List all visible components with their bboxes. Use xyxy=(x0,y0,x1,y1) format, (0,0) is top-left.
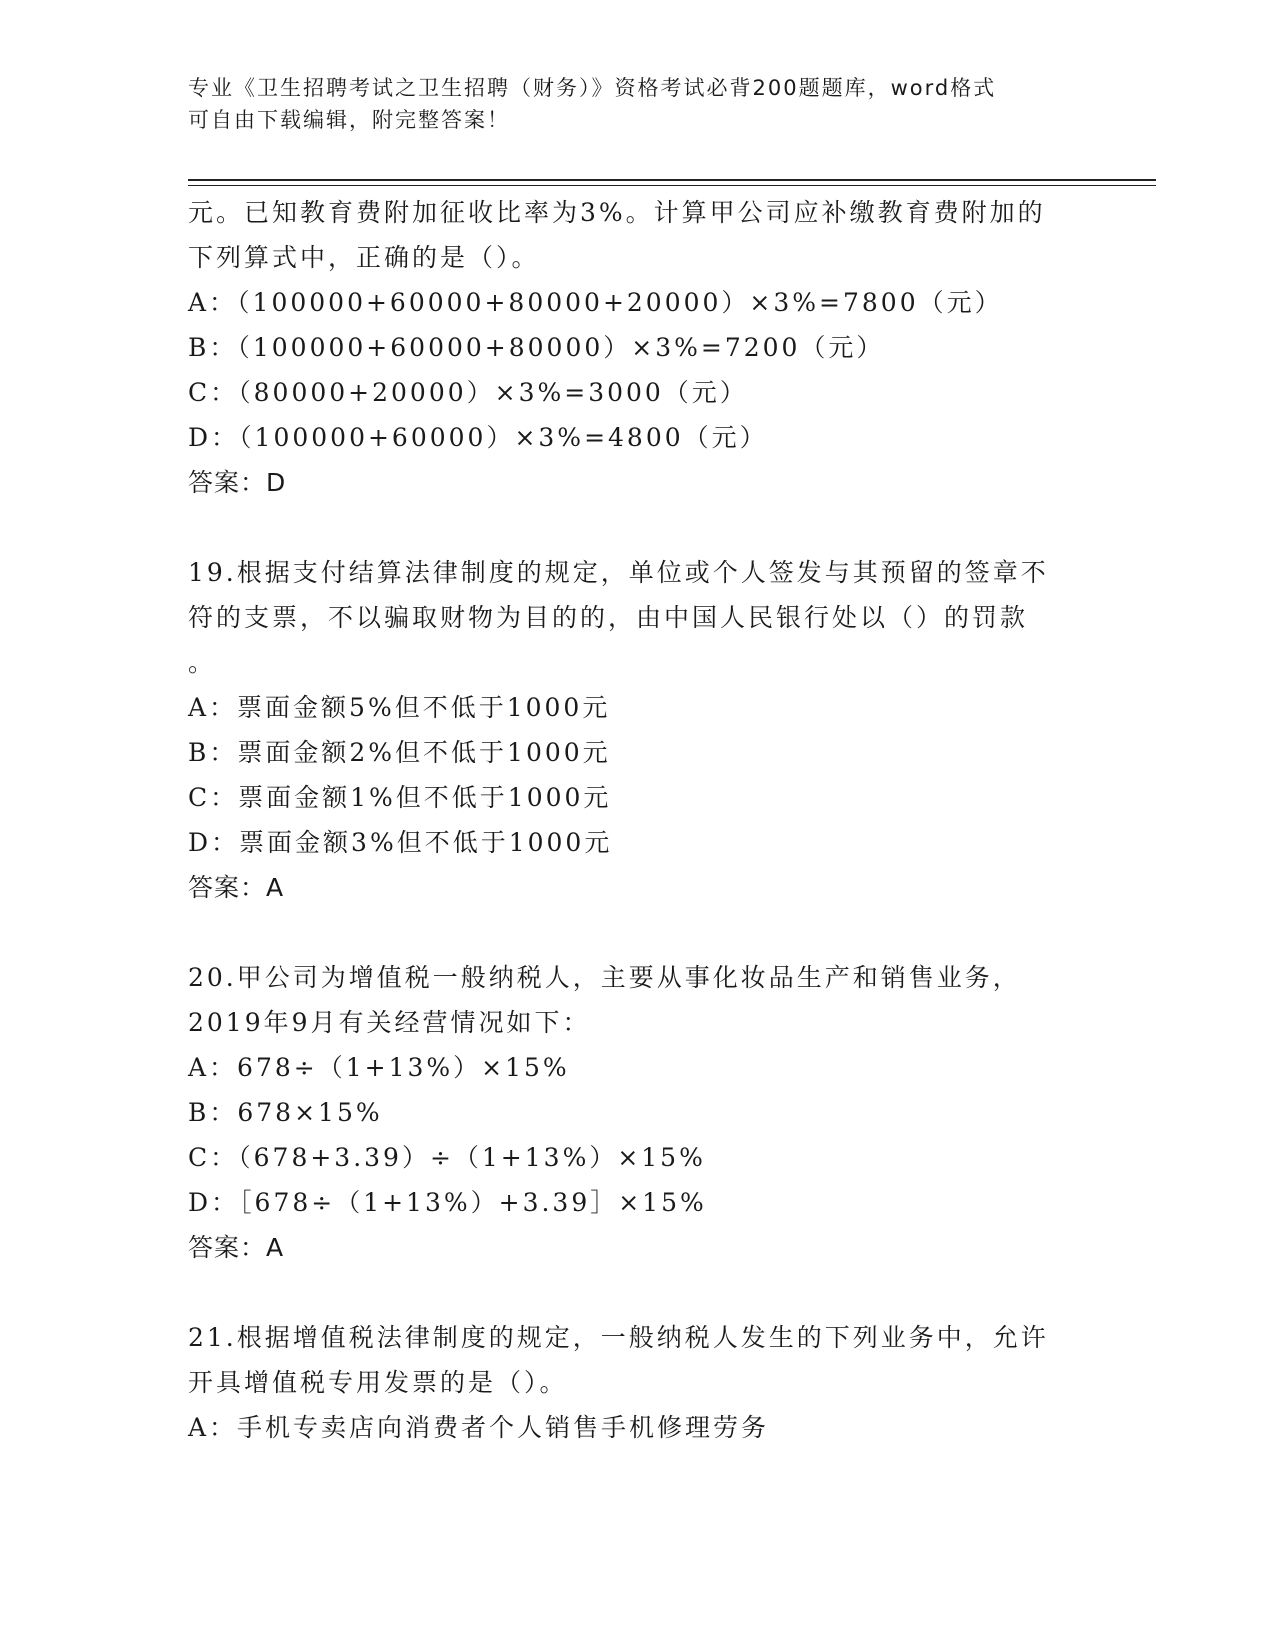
spacer xyxy=(188,910,1088,955)
option-c: C：票面金额1%但不低于1000元 xyxy=(188,783,612,812)
question-stem-line: 2019年9月有关经营情况如下： xyxy=(188,1008,591,1037)
question-stem-line: 符的支票，不以骗取财物为目的的，由中国人民银行处以（）的罚款 xyxy=(188,603,1029,632)
option-b: B：678×15% xyxy=(188,1098,383,1127)
option-c: C：（80000+20000）×3%=3000（元） xyxy=(188,378,748,407)
header-title-line-1: 专业《卫生招聘考试之卫生招聘（财务）》资格考试必背200题题库，word格式 xyxy=(188,76,997,100)
option-a: A：手机专卖店向消费者个人销售手机修理劳务 xyxy=(188,1413,770,1442)
question-18 xyxy=(188,190,1088,505)
document-body xyxy=(188,190,1088,1450)
question-stem-line: 。 xyxy=(188,648,217,677)
option-d: D：票面金额3%但不低于1000元 xyxy=(188,828,613,857)
question-stem-line: 20.甲公司为增值税一般纳税人，主要从事化妆品生产和销售业务， xyxy=(188,963,1021,992)
header-rule-top xyxy=(188,179,1156,181)
header-title-line-2: 可自由下载编辑，附完整答案！ xyxy=(188,108,510,132)
question-stem-line: 元。已知教育费附加征收比率为3%。计算甲公司应补缴教育费附加的 xyxy=(188,198,1046,227)
question-stem-line: 下列算式中，正确的是（）。 xyxy=(188,243,540,272)
option-d: D：（100000+60000）×3%=4800（元） xyxy=(188,423,768,452)
question-stem-line: 开具增值税专用发票的是（）。 xyxy=(188,1368,568,1397)
page-header xyxy=(188,72,1088,136)
option-c: C：（678+3.39）÷（1+13%）×15% xyxy=(188,1143,706,1172)
spacer xyxy=(188,505,1088,550)
question-19 xyxy=(188,550,1088,910)
answer-line: 答案：D xyxy=(188,468,287,497)
option-a: A：678÷（1+13%）×15% xyxy=(188,1053,570,1082)
option-b: B：票面金额2%但不低于1000元 xyxy=(188,738,611,767)
option-a: A：票面金额5%但不低于1000元 xyxy=(188,693,611,722)
question-20 xyxy=(188,955,1088,1270)
answer-line: 答案：A xyxy=(188,1233,285,1262)
question-stem-line: 21.根据增值税法律制度的规定，一般纳税人发生的下列业务中，允许 xyxy=(188,1323,1049,1352)
option-b: B：（100000+60000+80000）×3%=7200（元） xyxy=(188,333,885,362)
question-21 xyxy=(188,1315,1088,1450)
spacer xyxy=(188,1270,1088,1315)
option-d: D：［678÷（1+13%）+3.39］×15% xyxy=(188,1188,707,1217)
header-rule-bottom xyxy=(188,185,1156,186)
answer-line: 答案：A xyxy=(188,873,285,902)
question-stem-line: 19.根据支付结算法律制度的规定，单位或个人签发与其预留的签章不 xyxy=(188,558,1049,587)
option-a: A：（100000+60000+80000+20000）×3%=7800（元） xyxy=(188,288,1003,317)
